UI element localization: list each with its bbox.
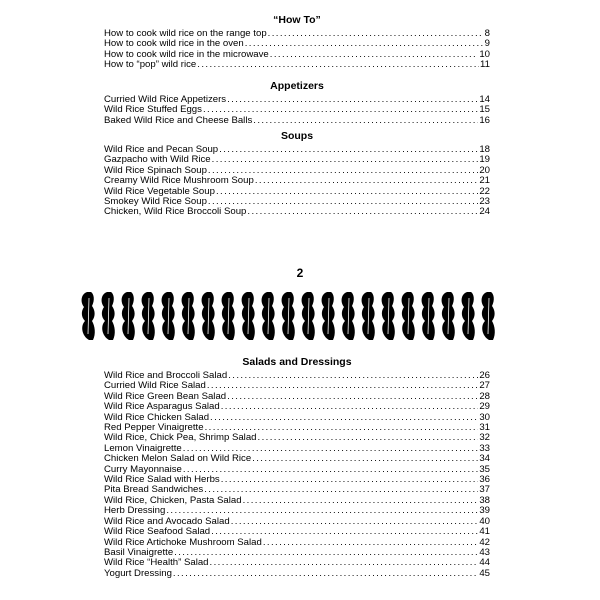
dot-leader bbox=[227, 95, 478, 105]
toc-entry-title: Wild Rice Stuffed Eggs bbox=[104, 104, 202, 116]
dot-leader bbox=[243, 496, 479, 506]
entry-list bbox=[104, 29, 490, 71]
toc-entry-title: Wild Rice Artichoke Mushroom Salad bbox=[104, 536, 262, 548]
toc-entry-page: 31 bbox=[479, 422, 490, 434]
dot-leader bbox=[247, 207, 478, 217]
toc-entry-title: How to “pop” wild rice bbox=[104, 59, 197, 71]
dot-leader bbox=[221, 475, 479, 485]
dot-leader bbox=[211, 527, 478, 537]
toc-entry-page: 40 bbox=[479, 515, 490, 527]
toc-entry-page: 33 bbox=[479, 442, 490, 454]
toc-entry-page: 38 bbox=[479, 494, 490, 506]
toc-entry-page: 27 bbox=[479, 380, 490, 392]
toc-entry bbox=[104, 60, 490, 70]
section-soups bbox=[104, 130, 490, 218]
spiral-loop bbox=[442, 292, 455, 340]
dot-leader bbox=[210, 413, 478, 423]
toc-entry-page: 39 bbox=[479, 505, 490, 517]
entry-list bbox=[104, 95, 490, 126]
toc-entry-title: Wild Rice, Chick Pea, Shrimp Salad bbox=[104, 432, 257, 444]
dot-leader bbox=[204, 485, 478, 495]
toc-entry-title: How to cook wild rice in the microwave bbox=[104, 48, 269, 60]
toc-entry-page: 18 bbox=[479, 144, 490, 155]
dot-leader bbox=[231, 517, 479, 527]
spiral-loop bbox=[102, 292, 115, 340]
spiral-loop bbox=[302, 292, 315, 340]
dot-leader bbox=[216, 187, 478, 197]
dot-leader bbox=[227, 392, 478, 402]
toc-entry-title: Basil Vinaigrette bbox=[104, 546, 174, 558]
toc-entry-title: How to cook wild rice in the oven bbox=[104, 38, 244, 50]
spiral-loop bbox=[222, 292, 235, 340]
section-heading: Salads and Dressings bbox=[242, 356, 352, 368]
toc-entry-title: Wild Rice Green Bean Salad bbox=[104, 390, 227, 402]
dot-leader bbox=[255, 176, 479, 186]
dot-leader bbox=[212, 155, 479, 165]
toc-entry-page: 29 bbox=[479, 401, 490, 413]
toc-entry-page: 24 bbox=[479, 206, 490, 218]
toc-entry-title: Wild Rice, Chicken, Pasta Salad bbox=[104, 494, 242, 506]
section-heading: Soups bbox=[280, 130, 314, 142]
toc-entry-page: 37 bbox=[479, 484, 490, 496]
toc-entry-page: 30 bbox=[479, 411, 490, 423]
spiral-loop bbox=[162, 292, 175, 340]
spiral-loop bbox=[362, 292, 375, 340]
toc-entry-title: Chicken, Wild Rice Broccoli Soup bbox=[104, 206, 247, 218]
toc-entry-page: 44 bbox=[479, 557, 490, 569]
dot-leader bbox=[258, 433, 479, 443]
toc-entry-title: How to cook wild rice on the range top bbox=[104, 28, 267, 39]
toc-entry-page: 35 bbox=[479, 463, 490, 475]
dot-leader bbox=[263, 538, 479, 548]
toc-entry-page: 26 bbox=[479, 370, 490, 381]
toc-entry-title: Wild Rice Salad with Herbs bbox=[104, 474, 220, 486]
dot-leader bbox=[183, 465, 478, 475]
toc-entry-title: Gazpacho with Wild Rice bbox=[104, 154, 211, 166]
section-salads-and-dressings bbox=[104, 356, 490, 579]
toc-entry-title: Herb Dressing bbox=[104, 505, 166, 517]
toc-entry-title: Wild Rice “Health” Salad bbox=[104, 557, 209, 569]
page-number: 2 bbox=[296, 266, 304, 280]
spiral-loop bbox=[182, 292, 195, 340]
toc-entry-title: Wild Rice Spinach Soup bbox=[104, 164, 207, 176]
toc-entry-title: Curried Wild Rice Salad bbox=[104, 380, 206, 392]
toc-entry-page: 15 bbox=[479, 104, 490, 116]
toc-entry bbox=[104, 116, 490, 126]
toc-entry-page: 11 bbox=[480, 59, 490, 71]
spiral-loop bbox=[262, 292, 275, 340]
toc-entry-title: Lemon Vinaigrette bbox=[104, 442, 182, 454]
entry-list bbox=[104, 145, 490, 218]
dot-leader bbox=[174, 548, 478, 558]
spiral-loop bbox=[202, 292, 215, 340]
spiral-loop bbox=[322, 292, 335, 340]
spiral-binding-icon bbox=[80, 288, 500, 344]
spiral-loop bbox=[142, 292, 155, 340]
toc-entry-page: 32 bbox=[479, 432, 490, 444]
toc-entry-page: 8 bbox=[484, 28, 490, 39]
toc-entry-title: Curry Mayonnaise bbox=[104, 463, 182, 475]
spiral-loop bbox=[122, 292, 135, 340]
toc-entry-title: Yogurt Dressing bbox=[104, 567, 172, 579]
toc-entry-page: 43 bbox=[479, 546, 490, 558]
toc-entry-title: Wild Rice and Broccoli Salad bbox=[104, 370, 228, 381]
dot-leader bbox=[268, 29, 484, 39]
toc-entry-title: Curried Wild Rice Appetizers bbox=[104, 94, 227, 105]
toc-entry-page: 45 bbox=[479, 567, 490, 579]
spiral-loop bbox=[422, 292, 435, 340]
section-how-to bbox=[104, 14, 490, 71]
toc-entry-page: 23 bbox=[479, 196, 490, 208]
toc-entry-page: 19 bbox=[479, 154, 490, 166]
toc-entry-page: 9 bbox=[484, 38, 490, 50]
dot-leader bbox=[245, 39, 484, 49]
dot-leader bbox=[210, 558, 479, 568]
dot-leader bbox=[173, 569, 478, 579]
toc-entry-title: Wild Rice Asparagus Salad bbox=[104, 401, 220, 413]
spiral-loop bbox=[82, 292, 95, 340]
dot-leader bbox=[252, 454, 478, 464]
section-heading: Appetizers bbox=[270, 80, 324, 92]
toc-entry-title: Chicken Melon Salad on Wild Rice bbox=[104, 453, 252, 465]
toc-entry-page: 34 bbox=[479, 453, 490, 465]
toc-entry-title: Pita Bread Sandwiches bbox=[104, 484, 204, 496]
toc-entry-page: 36 bbox=[479, 474, 490, 486]
dot-leader bbox=[219, 145, 478, 155]
toc-entry bbox=[104, 569, 490, 579]
dot-leader bbox=[270, 50, 479, 60]
toc-entry-page: 22 bbox=[479, 185, 490, 197]
dot-leader bbox=[197, 60, 479, 70]
toc-entry-title: Wild Rice and Pecan Soup bbox=[104, 144, 219, 155]
spiral-loop bbox=[242, 292, 255, 340]
entry-list bbox=[104, 371, 490, 579]
spiral-loop bbox=[462, 292, 475, 340]
toc-entry-title: Baked Wild Rice and Cheese Balls bbox=[104, 114, 253, 126]
toc-entry-title: Red Pepper Vinaigrette bbox=[104, 422, 204, 434]
dot-leader bbox=[207, 381, 478, 391]
toc-entry-page: 16 bbox=[479, 114, 490, 126]
spiral-loop bbox=[342, 292, 355, 340]
toc-entry-page: 20 bbox=[479, 164, 490, 176]
toc-entry-page: 41 bbox=[479, 526, 490, 538]
dot-leader bbox=[228, 371, 478, 381]
spiral-loop bbox=[382, 292, 395, 340]
section-heading: “How To” bbox=[273, 14, 321, 26]
section-appetizers bbox=[104, 80, 490, 126]
toc-entry bbox=[104, 527, 490, 537]
dot-leader bbox=[221, 402, 479, 412]
toc-entry-page: 21 bbox=[479, 175, 490, 187]
toc-entry-title: Creamy Wild Rice Mushroom Soup bbox=[104, 175, 254, 187]
toc-entry-title: Wild Rice Vegetable Soup bbox=[104, 185, 215, 197]
toc-entry-page: 28 bbox=[479, 390, 490, 402]
toc-entry-title: Wild Rice and Avocado Salad bbox=[104, 515, 230, 527]
spiral-loop bbox=[402, 292, 415, 340]
spiral-loop bbox=[282, 292, 295, 340]
dot-leader bbox=[253, 116, 478, 126]
spiral-loop bbox=[482, 292, 495, 340]
toc-entry-title: Wild Rice Seafood Salad bbox=[104, 526, 211, 538]
toc-entry bbox=[104, 207, 490, 217]
toc-entry-page: 14 bbox=[479, 94, 490, 105]
toc-entry-page: 42 bbox=[479, 536, 490, 548]
toc-entry-title: Smokey Wild Rice Soup bbox=[104, 196, 207, 208]
toc-entry-page: 10 bbox=[479, 48, 490, 60]
toc-entry-title: Wild Rice Chicken Salad bbox=[104, 411, 210, 423]
dot-leader bbox=[208, 197, 478, 207]
